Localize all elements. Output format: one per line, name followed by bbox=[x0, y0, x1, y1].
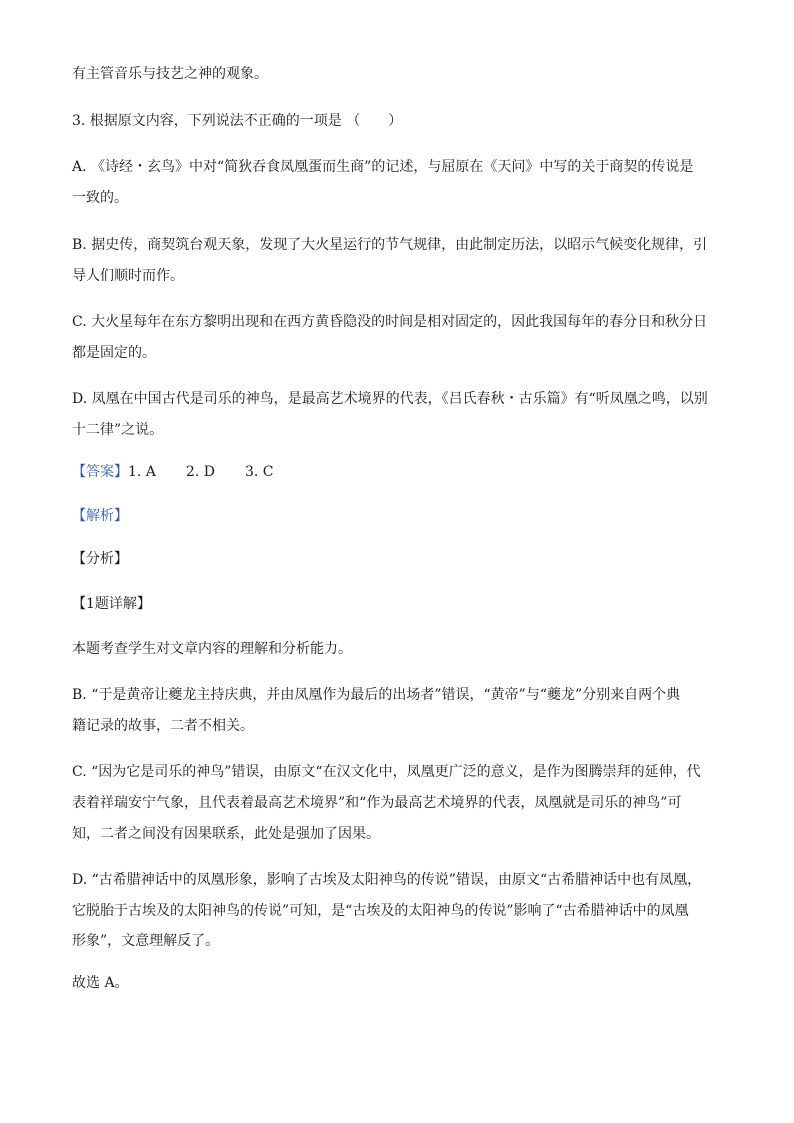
option-b-line-2: 导人们顺时而作。 bbox=[72, 268, 184, 284]
option-b-line-1: B. 据史传，商契筑台观天象，发现了大火星运行的节气规律，由此制定历法，以昭示气候变化规律，引 bbox=[72, 237, 708, 253]
detail-c-line-1: C. “因为它是司乐的神鸟”错误，由原文“在汉文化中，凤凰更广泛的意义，是作为图腾崇拜的延伸，代 bbox=[72, 764, 701, 780]
detail-d-line-3: 形象”，文意理解反了。 bbox=[72, 933, 220, 949]
fenxi-tag: 【分析】 bbox=[72, 551, 128, 567]
detail-b-line-1: B. “于是黄帝让夔龙主持庆典，并由凤凰作为最后的出场者”错误，“黄帝”与“夔龙”分别来自两个典 bbox=[72, 687, 681, 703]
answer-item-2: 2. D bbox=[185, 464, 215, 480]
option-c-line-1: C. 大火星每年在东方黎明出现和在西方黄昏隐没的时间是相对固定的，因此我国每年的春分日和秋分日 bbox=[72, 314, 708, 330]
question-3-stem: 3. 根据原文内容，下列说法不正确的一项是 （ ） bbox=[72, 113, 403, 129]
answer-tag: 【答案】 bbox=[72, 464, 128, 480]
option-c-line-2: 都是固定的。 bbox=[72, 345, 156, 361]
detail-d-line-2: 它脱胎于古埃及的太阳神鸟的传说”可知，是“古埃及的太阳神鸟的传说”影响了“古希腊神话中的凤凰 bbox=[72, 903, 689, 919]
answer-item-3: 3. C bbox=[244, 464, 274, 480]
detail-c-line-3: 知，二者之间没有因果联系，此处是强加了因果。 bbox=[72, 826, 380, 842]
text-line: 有主管音乐与技艺之神的观象。 bbox=[72, 66, 268, 82]
conclusion-line: 故选 A。 bbox=[72, 975, 129, 991]
detail-b-line-2: 籍记录的故事，二者不相关。 bbox=[72, 718, 254, 734]
option-d-line-1: D. 凤凰在中国古代是司乐的神鸟，是最高艺术境界的代表，《吕氏春秋・古乐篇》有“听凤凰之鸣，以别 bbox=[72, 391, 708, 407]
answer-item-1: 1. A bbox=[128, 464, 156, 480]
option-a-line-2: 一致的。 bbox=[72, 190, 128, 206]
detail-d-line-1: D. “古希腊神话中的凤凰形象，影响了古埃及太阳神鸟的传说”错误，由原文“古希腊神话中也有凤凰， bbox=[72, 872, 702, 888]
detail-tag: 【1题详解】 bbox=[72, 596, 151, 612]
analysis-tag: 【解析】 bbox=[72, 508, 128, 524]
detail-c-line-2: 表着祥瑞安宁气象，且代表着最高艺术境界”和“作为最高艺术境界的代表，凤凰就是司乐的神鸟”可 bbox=[72, 795, 682, 811]
option-a-line-1: A. 《诗经・玄鸟》中对“简狄吞食凤凰蛋而生商”的记述，与屈原在《天问》中写的关于商契的传说是 bbox=[72, 159, 694, 175]
answer-line bbox=[72, 462, 274, 482]
option-d-line-2: 十二律”之说。 bbox=[72, 422, 164, 438]
detail-line: 本题考查学生对文章内容的理解和分析能力。 bbox=[72, 641, 352, 657]
